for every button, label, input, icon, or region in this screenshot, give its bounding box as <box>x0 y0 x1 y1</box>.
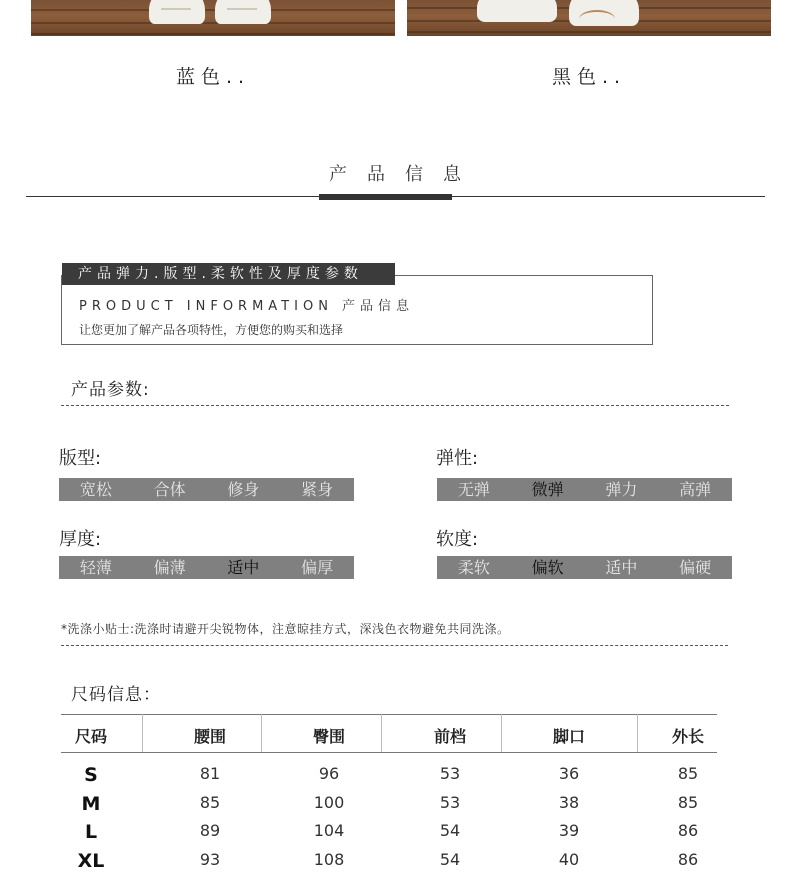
table-cell: 85 <box>677 792 699 812</box>
param-label-softness: 软度: <box>436 529 479 550</box>
param-option: 偏薄 <box>153 558 186 577</box>
table-cell: 93 <box>199 849 221 869</box>
param-option: 偏软 <box>531 558 564 577</box>
washing-tip: *洗涤小贴士:洗涤时请避开尖锐物体，注意晾挂方式，深浅色衣物避免共同洗涤。 <box>61 622 510 636</box>
table-cell: 100 <box>313 792 345 812</box>
param-option: 柔软 <box>457 558 490 577</box>
param-option: 适中 <box>227 558 260 577</box>
table-cell: 38 <box>558 792 580 812</box>
param-option: 高弹 <box>679 480 712 499</box>
param-option: 轻薄 <box>79 558 112 577</box>
params-heading: 产品参数: <box>71 380 150 400</box>
param-option: 修身 <box>227 480 260 499</box>
param-label-fit: 版型: <box>59 448 102 469</box>
info-title: PRODUCT INFORMATION 产品信息 <box>79 299 415 314</box>
table-cell: 54 <box>439 849 461 869</box>
table-cell: 53 <box>439 792 461 812</box>
param-scale-elastic <box>437 478 732 501</box>
table-cell: 86 <box>677 821 699 840</box>
table-cell: 39 <box>558 821 580 840</box>
param-option: 宽松 <box>79 480 112 499</box>
param-label-elastic: 弹性: <box>436 448 479 469</box>
info-subtitle: 让您更加了解产品各项特性，方便您的购买和选择 <box>79 323 344 337</box>
table-row <box>61 793 717 821</box>
table-cell: 108 <box>313 849 345 869</box>
table-cell: 96 <box>318 764 340 783</box>
table-row <box>61 764 717 792</box>
table-cell: 104 <box>313 821 345 840</box>
size-cell: XL <box>77 849 105 872</box>
param-label-thickness: 厚度: <box>59 529 102 550</box>
info-tag: 产品弹力.版型.柔软性及厚度参数 <box>62 263 395 285</box>
param-scale-thickness <box>59 556 354 579</box>
size-cell: M <box>81 792 101 815</box>
color-label-blue: 蓝色.. <box>175 66 251 88</box>
table-row <box>61 850 717 878</box>
table-cell: 85 <box>199 792 221 812</box>
dashed-divider <box>61 645 728 646</box>
table-header-cell: 臀围 <box>312 727 345 746</box>
param-option: 无弹 <box>457 480 490 499</box>
size-heading: 尺码信息： <box>71 685 161 705</box>
table-cell: 85 <box>677 764 699 783</box>
table-header-cell: 前档 <box>433 727 466 746</box>
size-cell: L <box>84 821 98 843</box>
table-header-cell: 腰围 <box>193 727 226 746</box>
table-cell: 40 <box>558 849 580 869</box>
section-title: 产品信息 <box>329 164 481 185</box>
shoe-image <box>149 0 205 24</box>
param-option: 偏厚 <box>301 558 334 577</box>
param-scale-softness <box>437 556 732 579</box>
param-option: 微弹 <box>531 480 564 499</box>
table-cell: 81 <box>199 764 221 783</box>
color-label-black: 黑色.. <box>551 66 627 88</box>
table-cell: 89 <box>199 821 221 840</box>
table-cell: 53 <box>439 764 461 783</box>
param-option: 弹力 <box>605 480 638 499</box>
table-cell: 36 <box>558 764 580 783</box>
dashed-divider <box>61 405 729 406</box>
param-option: 偏硬 <box>679 558 712 577</box>
section-title-underline <box>319 194 452 200</box>
param-scale-fit <box>59 478 354 501</box>
param-option: 合体 <box>153 480 186 499</box>
param-option: 紧身 <box>301 480 334 499</box>
table-row <box>61 821 717 849</box>
size-cell: S <box>84 764 98 786</box>
product-photo-black[interactable] <box>407 0 771 36</box>
table-cell: 54 <box>439 821 461 840</box>
table-header-cell: 外长 <box>671 727 704 746</box>
table-header-cell: 尺码 <box>74 727 107 746</box>
product-photo-blue[interactable] <box>31 0 395 36</box>
shoe-image <box>215 0 271 24</box>
table-cell: 86 <box>677 849 699 869</box>
shoe-image <box>477 0 557 22</box>
table-header-cell: 脚口 <box>552 727 585 746</box>
param-option: 适中 <box>605 558 638 577</box>
